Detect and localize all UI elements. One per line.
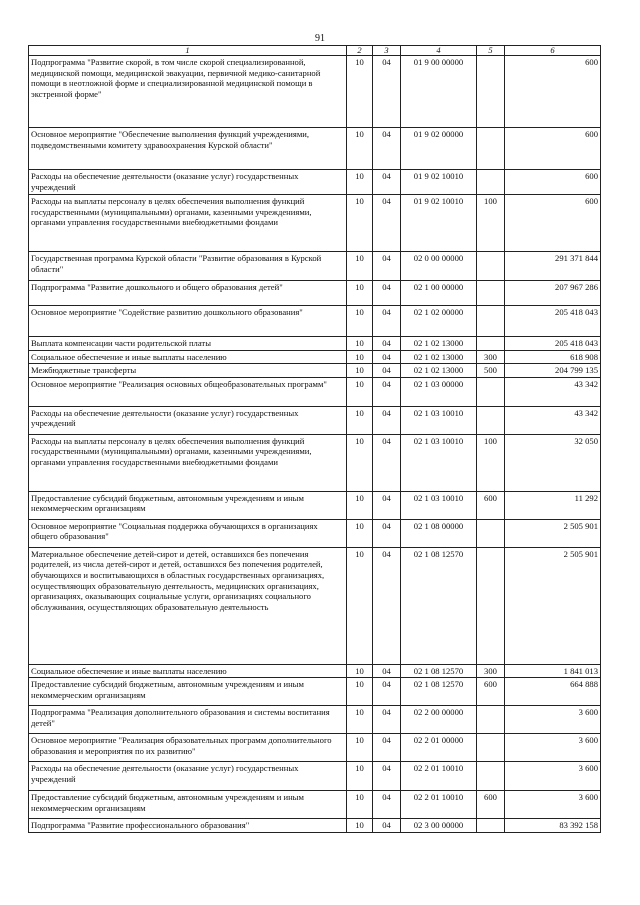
row-expense-type: 300 xyxy=(477,350,505,364)
page-number: 91 xyxy=(315,33,325,44)
row-name: Материальное обеспечение детей-сирот и детей, оставшихся без попечения родителей, из числа детей-сирот и детей, оставшихся без попечения родителей, обучающихся и воспитывающихся в областных государственных организациях, осуществляющих образовательную деятельность, медицинских организациях, организациях, оказывающих социальные услуги, организациях социального обслуживания, осуществляющих образовательную деятельность xyxy=(29,547,347,664)
header-col-5: 5 xyxy=(477,46,505,56)
row-expense-type xyxy=(477,170,505,195)
row-expense-type xyxy=(477,337,505,351)
row-expense-type: 600 xyxy=(477,791,505,819)
row-expense-type xyxy=(477,547,505,664)
row-section: 10 xyxy=(347,364,373,378)
row-section: 10 xyxy=(347,491,373,519)
row-target-article: 02 1 00 00000 xyxy=(401,281,477,306)
row-name: Расходы на обеспечение деятельности (оказание услуг) государственных учреждений xyxy=(29,762,347,791)
row-expense-type xyxy=(477,762,505,791)
row-amount: 600 xyxy=(505,56,601,128)
row-target-article: 02 2 01 10010 xyxy=(401,791,477,819)
row-amount: 600 xyxy=(505,195,601,252)
row-name: Межбюджетные трансферты xyxy=(29,364,347,378)
row-subsection: 04 xyxy=(373,350,401,364)
row-amount: 618 908 xyxy=(505,350,601,364)
row-section: 10 xyxy=(347,762,373,791)
table-row xyxy=(29,377,601,406)
row-subsection: 04 xyxy=(373,170,401,195)
table-row xyxy=(29,195,601,252)
row-section: 10 xyxy=(347,128,373,170)
row-section: 10 xyxy=(347,337,373,351)
row-amount: 43 342 xyxy=(505,406,601,434)
row-target-article: 02 1 02 13000 xyxy=(401,350,477,364)
row-section: 10 xyxy=(347,791,373,819)
row-name: Выплата компенсации части родительской платы xyxy=(29,337,347,351)
row-amount: 3 600 xyxy=(505,706,601,734)
row-target-article: 02 1 02 00000 xyxy=(401,306,477,337)
row-section: 10 xyxy=(347,195,373,252)
row-target-article: 02 2 01 10010 xyxy=(401,762,477,791)
row-expense-type: 600 xyxy=(477,678,505,706)
row-section: 10 xyxy=(347,734,373,762)
row-amount: 664 888 xyxy=(505,678,601,706)
row-expense-type xyxy=(477,306,505,337)
row-subsection: 04 xyxy=(373,734,401,762)
row-subsection: 04 xyxy=(373,337,401,351)
row-amount: 2 505 901 xyxy=(505,519,601,547)
table-row xyxy=(29,706,601,734)
row-subsection: 04 xyxy=(373,56,401,128)
row-expense-type xyxy=(477,128,505,170)
table-row xyxy=(29,252,601,281)
row-amount: 3 600 xyxy=(505,791,601,819)
row-section: 10 xyxy=(347,281,373,306)
row-name: Государственная программа Курской области "Развитие образования в Курской области" xyxy=(29,252,347,281)
table-row xyxy=(29,519,601,547)
row-name: Предоставление субсидий бюджетным, автономным учреждениям и иным некоммерческим организациям xyxy=(29,491,347,519)
row-expense-type xyxy=(477,377,505,406)
row-amount: 3 600 xyxy=(505,734,601,762)
row-section: 10 xyxy=(347,406,373,434)
header-col-2: 2 xyxy=(347,46,373,56)
table-row xyxy=(29,337,601,351)
row-target-article: 02 0 00 00000 xyxy=(401,252,477,281)
row-section: 10 xyxy=(347,252,373,281)
row-amount: 11 292 xyxy=(505,491,601,519)
row-amount: 600 xyxy=(505,128,601,170)
table-row xyxy=(29,491,601,519)
row-expense-type xyxy=(477,281,505,306)
row-target-article: 02 2 00 00000 xyxy=(401,706,477,734)
table-row xyxy=(29,128,601,170)
row-subsection: 04 xyxy=(373,547,401,664)
table-row xyxy=(29,406,601,434)
row-section: 10 xyxy=(347,519,373,547)
row-target-article: 01 9 00 00000 xyxy=(401,56,477,128)
row-amount: 2 505 901 xyxy=(505,547,601,664)
header-col-3: 3 xyxy=(373,46,401,56)
row-target-article: 02 1 03 10010 xyxy=(401,406,477,434)
row-target-article: 02 1 02 13000 xyxy=(401,337,477,351)
row-section: 10 xyxy=(347,664,373,678)
row-section: 10 xyxy=(347,819,373,833)
row-subsection: 04 xyxy=(373,491,401,519)
row-expense-type: 100 xyxy=(477,434,505,491)
row-expense-type xyxy=(477,706,505,734)
row-expense-type xyxy=(477,519,505,547)
row-section: 10 xyxy=(347,350,373,364)
row-subsection: 04 xyxy=(373,762,401,791)
row-subsection: 04 xyxy=(373,281,401,306)
row-subsection: 04 xyxy=(373,434,401,491)
row-name: Основное мероприятие "Социальная поддержка обучающихся в организациях общего образования" xyxy=(29,519,347,547)
row-amount: 205 418 043 xyxy=(505,337,601,351)
row-name: Расходы на выплаты персоналу в целях обеспечения выполнения функций государственными (муниципальными) органами, казенными учреждениями, органами управления государственными внебюджетными фондами xyxy=(29,195,347,252)
row-section: 10 xyxy=(347,170,373,195)
table-row xyxy=(29,56,601,128)
row-expense-type: 600 xyxy=(477,491,505,519)
budget-table xyxy=(28,45,601,833)
header-col-1: 1 xyxy=(29,46,347,56)
row-name: Основное мероприятие "Обеспечение выполнения функций учреждениями, подведомственными комитету здравоохранения Курской области" xyxy=(29,128,347,170)
row-expense-type xyxy=(477,252,505,281)
row-target-article: 01 9 02 10010 xyxy=(401,170,477,195)
table-row xyxy=(29,364,601,378)
row-target-article: 02 1 08 12570 xyxy=(401,547,477,664)
row-subsection: 04 xyxy=(373,406,401,434)
row-subsection: 04 xyxy=(373,664,401,678)
table-row xyxy=(29,170,601,195)
table-row xyxy=(29,791,601,819)
row-subsection: 04 xyxy=(373,128,401,170)
row-target-article: 02 1 02 13000 xyxy=(401,364,477,378)
row-expense-type xyxy=(477,819,505,833)
row-subsection: 04 xyxy=(373,791,401,819)
row-amount: 1 841 013 xyxy=(505,664,601,678)
row-section: 10 xyxy=(347,547,373,664)
row-section: 10 xyxy=(347,306,373,337)
row-target-article: 02 1 03 10010 xyxy=(401,491,477,519)
row-section: 10 xyxy=(347,434,373,491)
row-name: Подпрограмма "Развитие дошкольного и общего образования детей" xyxy=(29,281,347,306)
row-name: Подпрограмма "Реализация дополнительного образования и системы воспитания детей" xyxy=(29,706,347,734)
row-target-article: 02 2 01 00000 xyxy=(401,734,477,762)
row-subsection: 04 xyxy=(373,306,401,337)
row-target-article: 01 9 02 00000 xyxy=(401,128,477,170)
row-subsection: 04 xyxy=(373,819,401,833)
header-col-4: 4 xyxy=(401,46,477,56)
row-amount: 204 799 135 xyxy=(505,364,601,378)
row-expense-type xyxy=(477,406,505,434)
row-section: 10 xyxy=(347,678,373,706)
row-name: Подпрограмма "Развитие профессионального образования" xyxy=(29,819,347,833)
row-expense-type: 300 xyxy=(477,664,505,678)
table-row xyxy=(29,678,601,706)
row-subsection: 04 xyxy=(373,678,401,706)
row-target-article: 02 1 08 12570 xyxy=(401,678,477,706)
row-name: Предоставление субсидий бюджетным, автономным учреждениям и иным некоммерческим организациям xyxy=(29,791,347,819)
row-subsection: 04 xyxy=(373,706,401,734)
table-row xyxy=(29,664,601,678)
row-target-article: 02 1 08 00000 xyxy=(401,519,477,547)
table-row xyxy=(29,762,601,791)
table-row xyxy=(29,350,601,364)
row-expense-type: 500 xyxy=(477,364,505,378)
row-name: Расходы на выплаты персоналу в целях обеспечения выполнения функций государственными (муниципальными) органами, казенными учреждениями, органами управления государственными внебюджетными фондами xyxy=(29,434,347,491)
row-subsection: 04 xyxy=(373,364,401,378)
row-name: Социальное обеспечение и иные выплаты населению xyxy=(29,664,347,678)
row-amount: 600 xyxy=(505,170,601,195)
row-amount: 291 371 844 xyxy=(505,252,601,281)
row-target-article: 02 3 00 00000 xyxy=(401,819,477,833)
table-row xyxy=(29,434,601,491)
row-name: Основное мероприятие "Реализация основных общеобразовательных программ" xyxy=(29,377,347,406)
row-amount: 32 050 xyxy=(505,434,601,491)
row-amount: 83 392 158 xyxy=(505,819,601,833)
row-expense-type xyxy=(477,734,505,762)
row-subsection: 04 xyxy=(373,377,401,406)
row-subsection: 04 xyxy=(373,519,401,547)
row-name: Социальное обеспечение и иные выплаты населению xyxy=(29,350,347,364)
row-amount: 3 600 xyxy=(505,762,601,791)
row-target-article: 02 1 03 10010 xyxy=(401,434,477,491)
row-subsection: 04 xyxy=(373,252,401,281)
header-row xyxy=(29,46,601,56)
table-row xyxy=(29,306,601,337)
row-name: Предоставление субсидий бюджетным, автономным учреждениям и иным некоммерческим организациям xyxy=(29,678,347,706)
row-name: Расходы на обеспечение деятельности (оказание услуг) государственных учреждений xyxy=(29,170,347,195)
row-expense-type xyxy=(477,56,505,128)
table-row xyxy=(29,819,601,833)
row-name: Основное мероприятие "Реализация образовательных программ дополнительного образования и мероприятия по их развитию" xyxy=(29,734,347,762)
row-amount: 205 418 043 xyxy=(505,306,601,337)
row-section: 10 xyxy=(347,706,373,734)
row-section: 10 xyxy=(347,377,373,406)
row-name: Основное мероприятие "Содействие развитию дошкольного образования" xyxy=(29,306,347,337)
row-subsection: 04 xyxy=(373,195,401,252)
header-col-6: 6 xyxy=(505,46,601,56)
row-name: Расходы на обеспечение деятельности (оказание услуг) государственных учреждений xyxy=(29,406,347,434)
row-target-article: 02 1 03 00000 xyxy=(401,377,477,406)
row-amount: 43 342 xyxy=(505,377,601,406)
row-section: 10 xyxy=(347,56,373,128)
row-expense-type: 100 xyxy=(477,195,505,252)
table-row xyxy=(29,281,601,306)
row-name: Подпрограмма "Развитие скорой, в том числе скорой специализированной, медицинской помощи, медицинской эвакуации, первичной медико-санитарной помощи в неотложной форме и специализированной медицинской помощи в экстренной форме" xyxy=(29,56,347,128)
table-row xyxy=(29,547,601,664)
row-target-article: 02 1 08 12570 xyxy=(401,664,477,678)
row-amount: 207 967 286 xyxy=(505,281,601,306)
row-target-article: 01 9 02 10010 xyxy=(401,195,477,252)
table-row xyxy=(29,734,601,762)
